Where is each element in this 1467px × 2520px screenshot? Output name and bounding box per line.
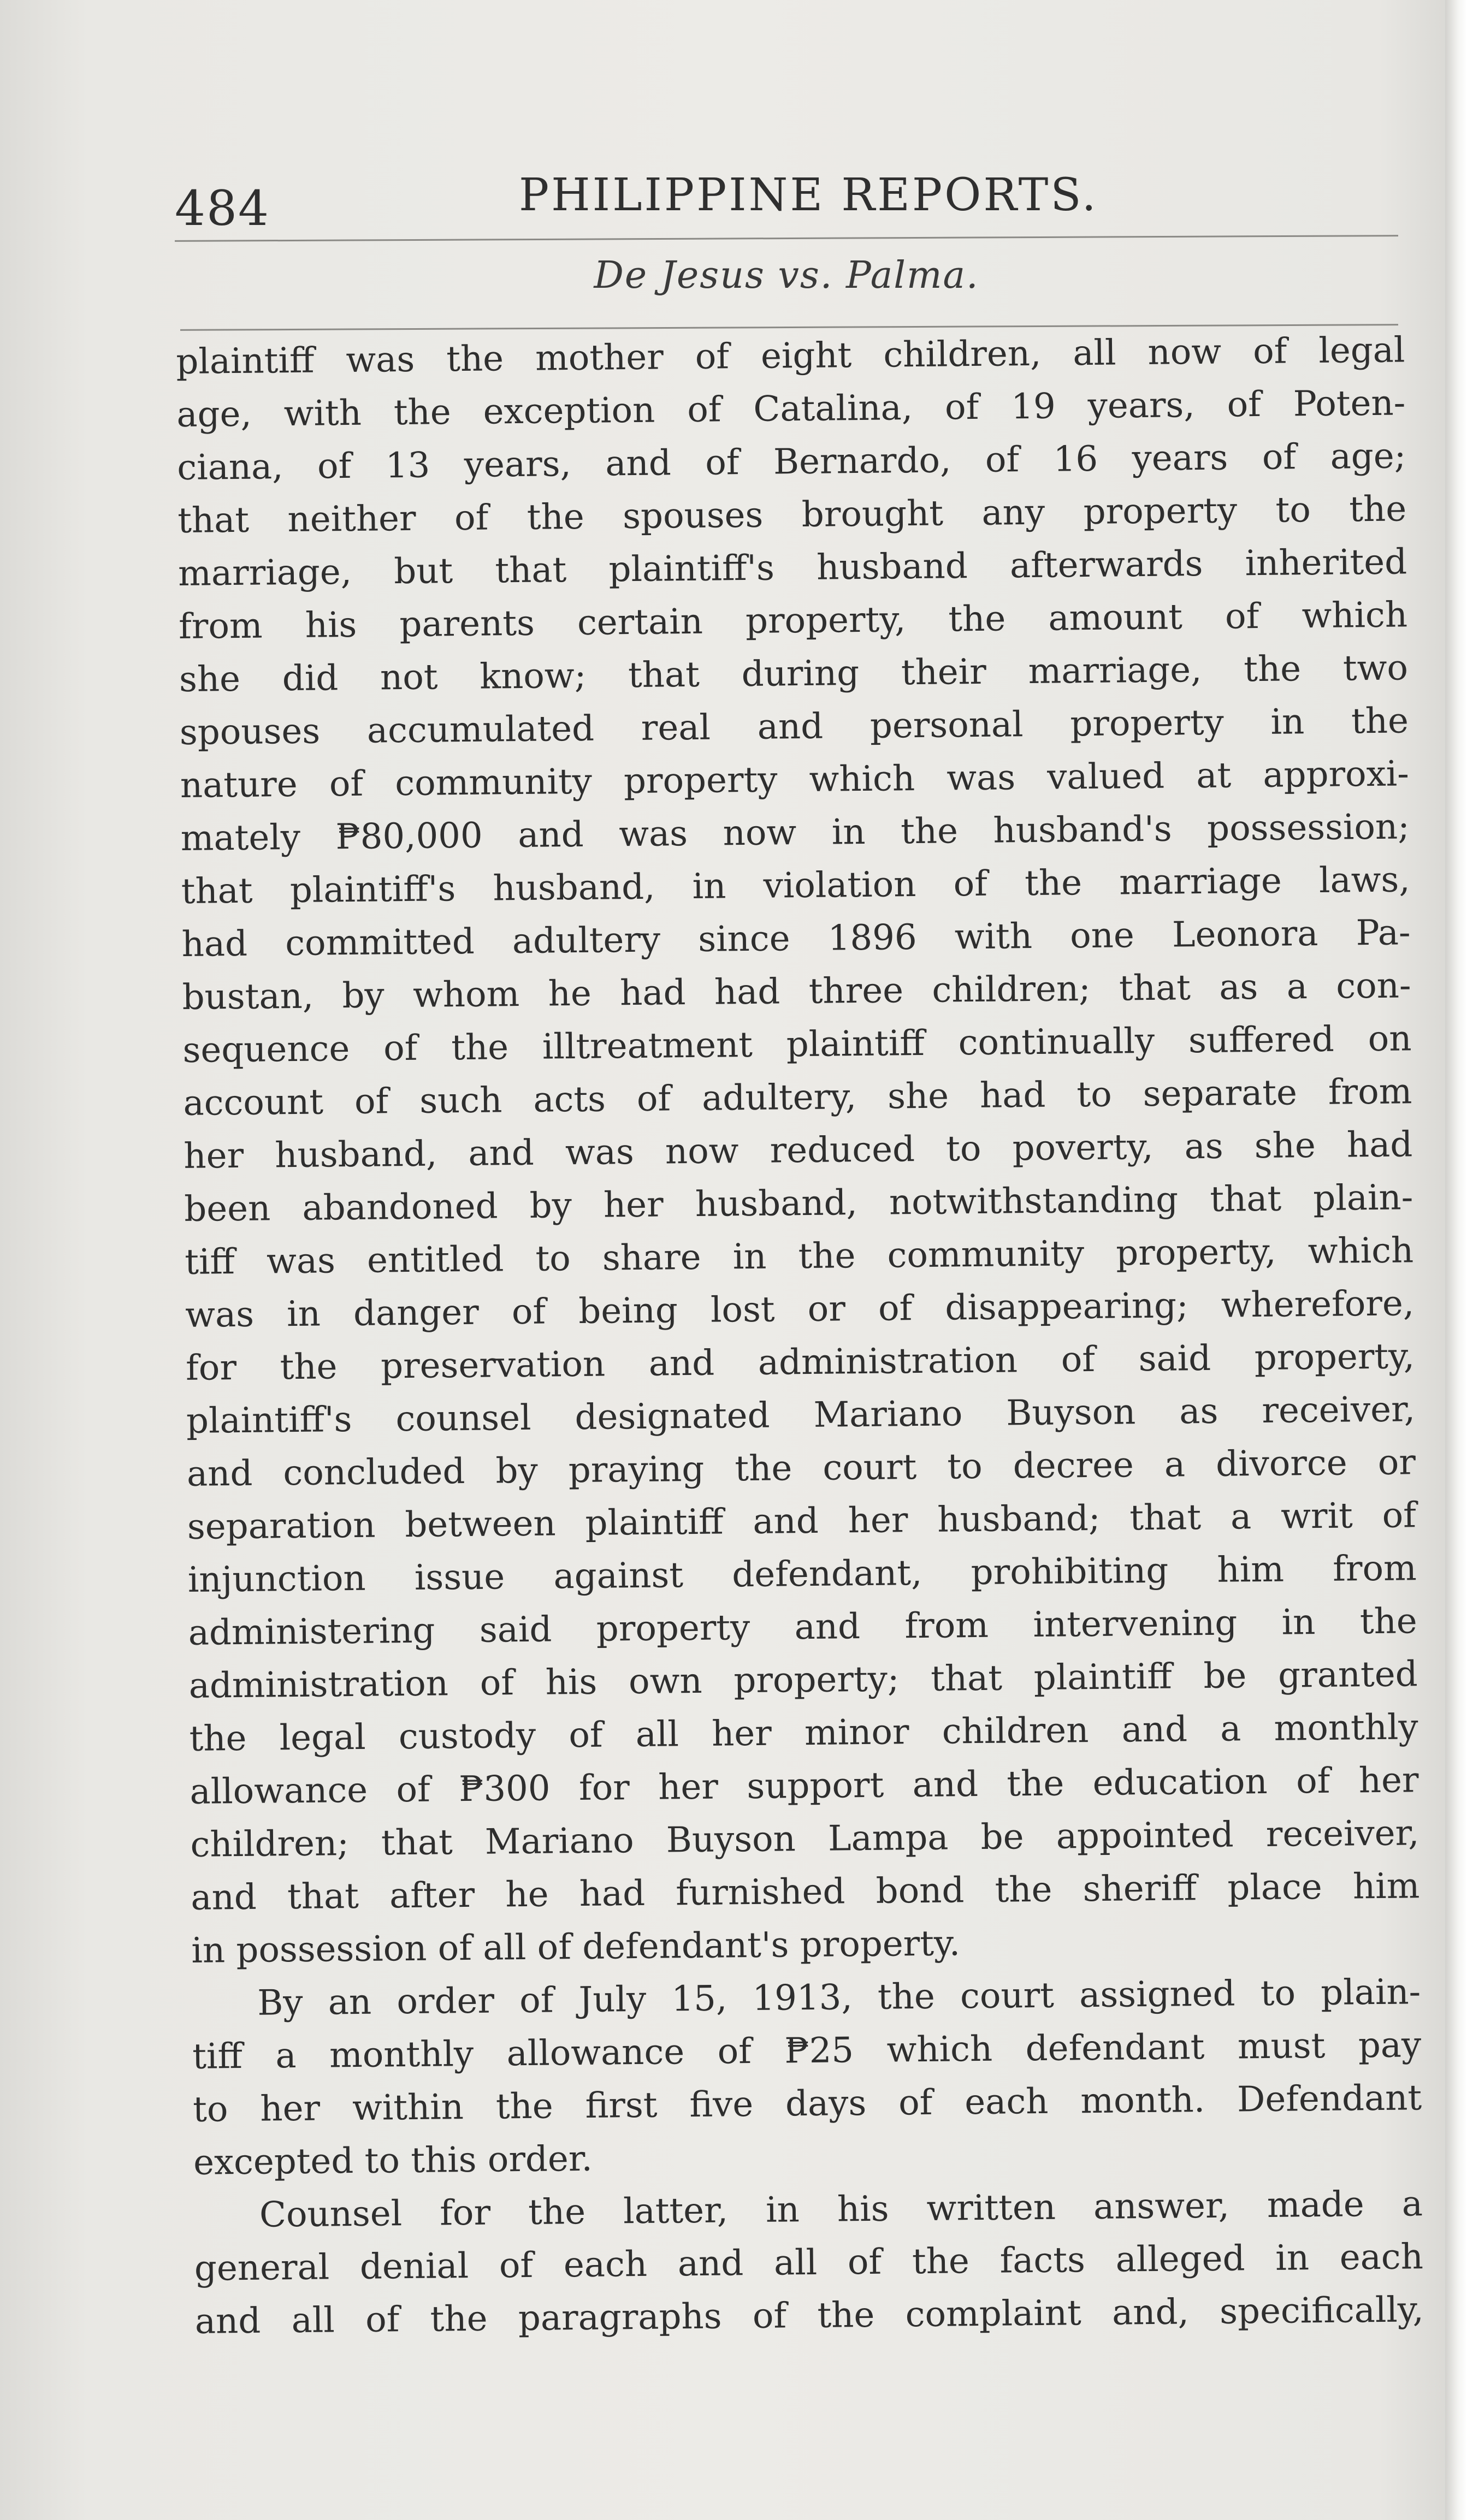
text-line: allowance of ₱300 for her support and the education of her [190,1760,1419,1812]
page-edge [1445,0,1467,2520]
text-line: marriage, but that plaintiff's husband afterwards inherited [178,542,1407,594]
text-line: from his parents certain property, the amount of which [178,595,1408,647]
text-line: ciana, of 13 years, and of Bernardo, of 16 years of age; [176,436,1406,488]
text-line: and all of the paragraphs of the complaint and, specifically, [194,2290,1424,2342]
text-line: spouses accumulated real and personal property in the [179,701,1409,753]
running-head [175,164,1404,240]
body-text [176,324,1424,2348]
text-line: bustan, by whom he had had three children; that as a con- [182,965,1411,1018]
text-line: administering said property and from intervening in the [188,1601,1418,1653]
text-line: nature of community property which was valued at approxi- [180,754,1410,806]
text-line: the legal custody of all her minor children and a monthly [189,1707,1418,1759]
text-line: and that after he had furnished bond the sheriff place him [191,1866,1420,1918]
text-line: been abandoned by her husband, notwithstanding that plain- [184,1177,1413,1230]
text-line: general denial of each and all of the facts alleged in each [194,2237,1424,2289]
text-line: sequence of the illtreatment plaintiff continually suffered on [182,1018,1412,1071]
text-line: her husband, and was now reduced to poverty, as she had [184,1124,1413,1177]
text-line: tiff a monthly allowance of ₱25 which defendant must pay [192,2025,1422,2077]
case-caption: De Jesus vs. Palma. [594,254,979,297]
text-line: to her within the first five days of each month. Defendant [192,2078,1422,2130]
text-line: in possession of all of defendant's property. [191,1923,961,1971]
text-line: plaintiff's counsel designated Mariano Buyson as receiver, [186,1389,1416,1442]
text-line: for the preservation and administration of said property, [185,1336,1415,1389]
text-line: plaintiff was the mother of eight children, all now of legal [176,330,1405,382]
text-line: administration of his own property; that plaintiff be granted [188,1654,1418,1706]
text-line: excepted to this order. [193,2138,593,2183]
page-number: 484 [175,180,270,236]
text-line: tiff was entitled to share in the community property, which [184,1230,1414,1283]
text-line: separation between plaintiff and her husband; that a writ of [187,1495,1417,1547]
text-line: she did not know; that during their marriage, the two [179,648,1409,700]
text-line: children; that Mariano Buyson Lampa be appointed receiver, [190,1813,1419,1865]
text-line: that plaintiff's husband, in violation of the marriage laws, [181,859,1411,912]
text-line: had committed adultery since 1896 with one Leonora Pa- [181,912,1411,965]
text-line: Counsel for the latter, in his written answer, made a [259,2184,1423,2236]
text-line: By an order of July 15, 1913, the court assigned to plain- [257,1972,1421,2024]
text-line: injunction issue against defendant, prohibiting him from [187,1548,1417,1600]
text-line: was in danger of being lost or of disappearing; wherefore, [185,1283,1415,1336]
journal-title: PHILIPPINE REPORTS. [519,169,1098,221]
text-line: and concluded by praying the court to decree a divorce or [186,1442,1416,1495]
text-line: mately ₱80,000 and was now in the husband's possession; [180,807,1410,859]
text-line: that neither of the spouses brought any property to the [177,489,1407,541]
text-line: account of such acts of adultery, she had to separate from [183,1071,1412,1124]
text-line: age, with the exception of Catalina, of 19 years, of Poten- [176,383,1406,435]
